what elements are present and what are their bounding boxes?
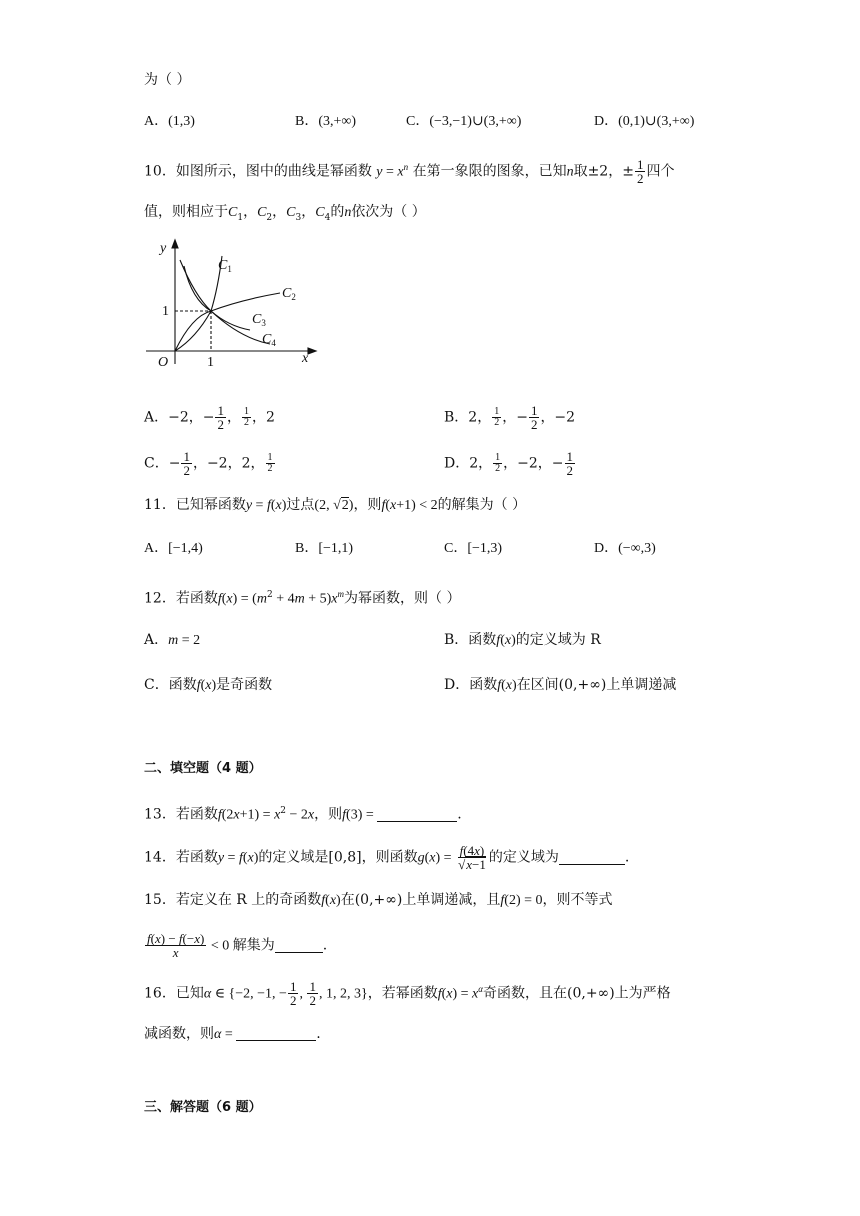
q11-stem: 11．已知幂函数y = f(x)过点(2, √2)，则f(x+1) < 2的解集为（ ） (144, 497, 527, 513)
q15-stem-line2: $\frac{f(x) - f(-x)}{x}$ < 0 解集为 . (147, 931, 328, 960)
q16-answer-blank[interactable] (236, 1040, 316, 1041)
q10-option-b: B．2， $\frac{1}{2}$ ，− $\frac{1}{2}$ ，−2 (444, 403, 576, 432)
q13-answer-blank[interactable] (377, 821, 457, 822)
q9-option-a: A．(1,3) (144, 114, 195, 129)
section-answer-title: 三、解答题（6 题） (144, 1100, 262, 1115)
q10-option-c: C．− $\frac{1}{2}$ ，−2，2， $\frac{1}{2}$ (144, 449, 273, 478)
x-axis-label: x (302, 351, 309, 366)
section-fill-in-title: 二、填空题（4 题） (144, 761, 262, 776)
y-tick-1: 1 (162, 304, 169, 319)
label-c1: $C_1$ (218, 258, 232, 274)
q9-option-b: B．(3,+∞) (295, 114, 357, 129)
q9-tail: 为（ ） (144, 72, 191, 88)
y-axis-arrow (172, 240, 178, 248)
q16-stem-line2: 减函数，则α = . (144, 1026, 321, 1042)
q14-stem: 14．若函数y = f(x)的定义域是[0,8]，则函数g(x) = $\frac{f(4x)}{√x-1}$ 的定义域为 . (144, 843, 630, 872)
q12-option-d: D．函数f(x)在区间(0,+∞)上单调递减 (444, 677, 677, 693)
label-c4: $C_4$ (262, 332, 276, 348)
q12-option-a: A．m = 2 (144, 632, 201, 648)
q10-line2: 值，则相应于$C_1$，$C_2$，$C_3$，$C_4$的n依次为（ ） (144, 204, 426, 223)
q15-answer-blank[interactable] (275, 952, 323, 953)
x-axis-arrow (308, 348, 316, 354)
q13-stem: 13．若函数$f(2x+1) = x^2 - 2x$，则f(3) = . (144, 806, 462, 823)
q12-stem: 12．若函数$f(x) = (m^2 + 4m + 5)x^m$为幂函数，则（ ） (144, 589, 461, 607)
label-c3: $C_3$ (252, 312, 266, 328)
q14-answer-blank[interactable] (559, 864, 625, 865)
q16-stem-line1: 16．已知α ∈ {−2, −1, − $\frac{1}{2}$ , $\frac{1}{2}$ , 1, 2, 3}，若幂函数$f(x) = x^\alpha$奇函数，且在(0,+∞)上为严格 (144, 979, 671, 1009)
q10-option-d: D．2， $\frac{1}{2}$ ，−2，− $\frac{1}{2}$ (444, 449, 574, 478)
label-c2: $C_2$ (282, 286, 296, 302)
y-axis-label: y (160, 241, 167, 256)
q9-option-c: C．(−3,−1)∪(3,+∞) (406, 114, 522, 129)
q11-option-b: B．[−1,1) (295, 541, 354, 556)
q9-option-d: D．(0,1)∪(3,+∞) (594, 114, 695, 129)
q15-stem-line1: 15．若定义在 R 上的奇函数f(x)在(0,+∞)上单调递减，且f(2) = 0，则不等式 (144, 892, 613, 908)
x-tick-1: 1 (207, 355, 214, 370)
q11-option-a: A．[−1,4) (144, 541, 203, 556)
q10-line1: 10．如图所示，图中的曲线是幂函数 $y = x^n$ 在第一象限的图象，已知n取±2，± $\frac{1}{2}$ 四个 (144, 157, 675, 187)
q12-option-c: C．函数f(x)是奇函数 (144, 677, 273, 693)
power-function-graph (140, 238, 320, 370)
q12-option-b: B．函数f(x)的定义域为 R (444, 632, 601, 648)
q10-option-a: A．−2，− $\frac{1}{2}$ ， $\frac{1}{2}$ ，2 (144, 403, 275, 432)
curve-c1 (175, 256, 222, 351)
q11-option-d: D．(−∞,3) (594, 541, 656, 556)
origin-label: O (158, 355, 169, 370)
q11-option-c: C．[−1,3) (444, 541, 503, 556)
